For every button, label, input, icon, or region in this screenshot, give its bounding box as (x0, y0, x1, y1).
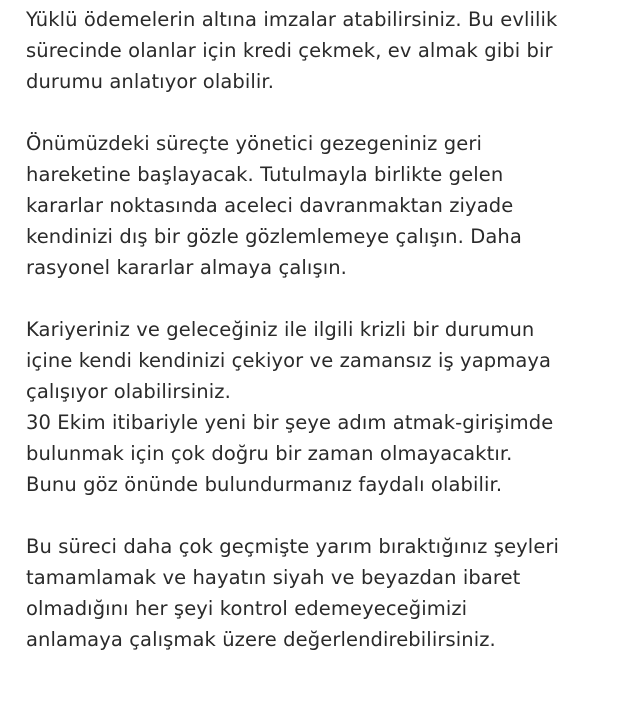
text-line: durumu anlatıyor olabilir. (26, 70, 275, 93)
text-line: Bu süreci daha çok geçmişte yarım bıraktığınız şeyleri (26, 535, 560, 558)
text-line: anlamaya çalışmak üzere değerlendirebilirsiniz. (26, 628, 496, 651)
text-line: sürecinde olanlar için kredi çekmek, ev almak gibi bir (26, 39, 553, 62)
text-line: Kariyeriniz ve geleceğiniz ile ilgili krizli bir durumun (26, 318, 535, 341)
text-line: çalışıyor olabilirsiniz. (26, 380, 231, 403)
text-line: içine kendi kendinizi çekiyor ve zamansız iş yapmaya (26, 349, 552, 372)
text-line: 30 Ekim itibariyle yeni bir şeye adım atmak-girişimde (26, 411, 554, 434)
paragraph-2 (26, 128, 616, 283)
text-line: kendinizi dış bir gözle gözlemlemeye çalışın. Daha (26, 225, 522, 248)
text-line: kararlar noktasında aceleci davranmaktan ziyade (26, 194, 514, 217)
text-line: tamamlamak ve hayatın siyah ve beyazdan ibaret (26, 566, 521, 589)
text-line: olmadığını her şeyi kontrol edemeyeceğimizi (26, 597, 468, 620)
text-line: rasyonel kararlar almaya çalışın. (26, 256, 347, 279)
text-line: Bunu göz önünde bulundurmanız faydalı olabilir. (26, 473, 503, 496)
text-line: bulunmak için çok doğru bir zaman olmayacaktır. (26, 442, 513, 465)
article-body (26, 4, 616, 686)
text-line: hareketine başlayacak. Tutulmayla birlikte gelen (26, 163, 504, 186)
text-line: Yüklü ödemelerin altına imzalar atabilirsiniz. Bu evlilik (26, 8, 558, 31)
paragraph-4 (26, 531, 616, 655)
text-line: Önümüzdeki süreçte yönetici gezegeniniz geri (26, 132, 483, 155)
paragraph-3 (26, 314, 616, 500)
paragraph-1 (26, 4, 616, 97)
